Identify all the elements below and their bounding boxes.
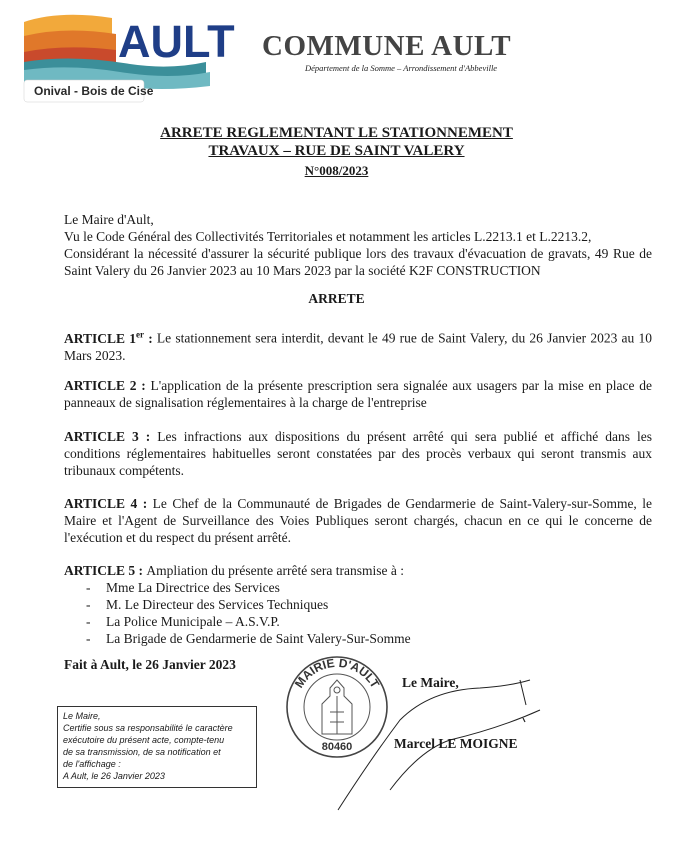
- article-2-label: ARTICLE 2 :: [64, 378, 151, 393]
- commune-title: COMMUNE AULT: [262, 30, 512, 62]
- commune-logo: [20, 12, 235, 110]
- logo-subtitle: Onival - Bois de Cise: [34, 84, 154, 98]
- article-4: [64, 495, 652, 546]
- list-item: - La Brigade de Gendarmerie de Saint Valery-Sur-Somme: [64, 630, 652, 647]
- cert-line: exécutoire du présent acte, compte-tenu: [63, 735, 225, 745]
- cert-line: de l'affichage :: [63, 759, 121, 769]
- decree-number: N°008/2023: [304, 163, 369, 178]
- article-4-label: ARTICLE 4 :: [64, 496, 153, 511]
- decree-title-line1: ARRETE REGLEMENTANT LE STATIONNEMENT: [160, 125, 513, 141]
- logo-wordmark: AULT: [118, 16, 235, 67]
- article-4-text: Le Chef de la Communauté de Brigades de Gendarmerie de Saint-Valery-sur-Somme, le Maire et l'Agent de Surveillance des Voies Publiques seront chargés, chacun en ce qui le concerne de l'exécution et du respect du présent arrêté.: [64, 496, 653, 545]
- article-5-label: ARTICLE 5 :: [64, 563, 147, 578]
- article-3: [64, 428, 652, 479]
- article-2-text: L'application de la présente prescription sera signalée aux usagers par la mise en place de panneaux de signalisation réglementaires à la charge de l'entreprise: [64, 378, 653, 410]
- arrete-heading: ARRETE: [308, 291, 365, 306]
- preamble-vu: Vu le Code Général des Collectivités Territoriales et notamment les articles L.2213.1 et L.2213.2,: [64, 229, 592, 244]
- decree-title-line2: TRAVAUX – RUE DE SAINT VALERY: [208, 143, 465, 159]
- commune-department: Département de la Somme – Arrondissement d'Abbeville: [305, 63, 498, 73]
- signatory-name: Marcel LE MOIGNE: [394, 736, 518, 751]
- ampliation-list: [64, 579, 652, 647]
- article-5-text: Ampliation du présente arrêté sera transmise à :: [146, 563, 404, 578]
- list-item: - La Police Municipale – A.S.V.P.: [64, 613, 652, 630]
- article-1: [64, 326, 652, 364]
- cert-line: de sa transmission, de sa notification et: [63, 747, 221, 757]
- article-3-label: ARTICLE 3 :: [64, 429, 158, 444]
- preamble-mayor: Le Maire d'Ault,: [64, 212, 154, 227]
- list-item: - Mme La Directrice des Services: [64, 579, 652, 596]
- preamble: [64, 211, 652, 279]
- article-3-text: Les infractions aux dispositions du présent arrêté qui sera publié et affiché dans les conditions réglementaires habituelles seront constatées par des procès verbaux qui seront transmis aux tribunaux compétents.: [64, 429, 652, 478]
- cert-line: Certifie sous sa responsabilité le caractère: [63, 723, 233, 733]
- cert-line: Le Maire,: [63, 711, 101, 721]
- done-at-date: Fait à Ault, le 26 Janvier 2023: [64, 657, 236, 672]
- article-1-text: Le stationnement sera interdit, devant le 49 rue de Saint Valery, du 26 Janvier 2023 au 10 Mars 2023.: [64, 330, 652, 363]
- cert-line: A Ault, le 26 Janvier 2023: [63, 771, 165, 781]
- certification-box: [57, 706, 257, 788]
- stamp-bottom-text: 80460: [321, 741, 353, 753]
- article-1-label: ARTICLE 1er :: [64, 329, 157, 346]
- list-item: - M. Le Directeur des Services Techniques: [64, 596, 652, 613]
- signature-title: Le Maire,: [402, 675, 459, 690]
- article-5: [64, 562, 652, 647]
- stamp-top-text: MAIRIE D'AULT: [291, 655, 383, 691]
- preamble-considerant: Considérant la nécessité d'assurer la sécurité publique lors des travaux d'évacuation de gravats, 49 Rue de Saint Valery du 26 Janvier 2023 au 10 Mars 2023 par la société K2F CONSTRUCTION: [64, 246, 652, 278]
- article-2: [64, 377, 652, 411]
